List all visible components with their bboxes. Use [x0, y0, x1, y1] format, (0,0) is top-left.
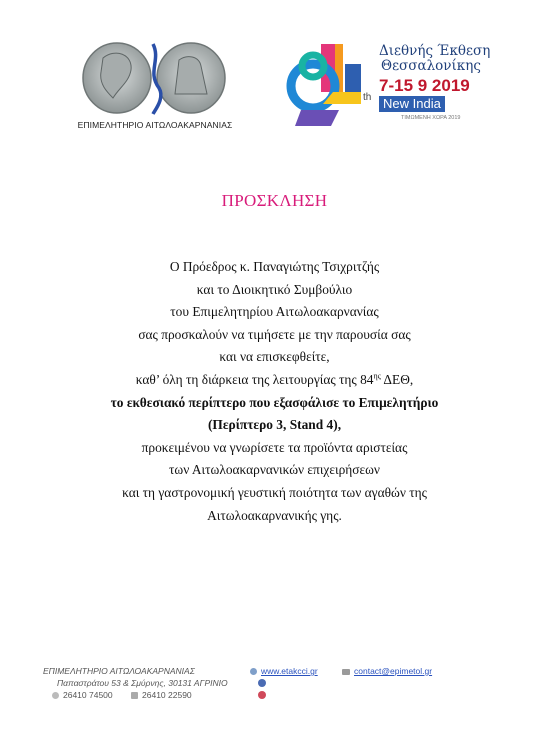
chamber-logo — [75, 40, 235, 135]
fair-84-mark-icon — [283, 40, 378, 135]
honored-country-caption: ΤΙΜΩΜΕΝΗ ΧΩΡΑ 2019 — [401, 115, 461, 121]
body-line: και να επισκεφθείτε, — [219, 349, 330, 365]
body-line-edition — [0, 369, 549, 392]
footer — [43, 666, 523, 726]
body-line: και το Διοικητικό Συμβούλιο — [196, 281, 353, 297]
footer-website — [250, 666, 318, 676]
body-line: του Επιμελητηρίου Αιτωλοακαρνανίας — [170, 304, 379, 320]
fax-icon — [131, 692, 138, 699]
website-link[interactable]: www.etakcci.gr — [261, 666, 318, 676]
email-link[interactable]: contact@epimetol.gr — [354, 666, 433, 676]
footer-phone — [52, 690, 121, 700]
fair-city: Θεσσαλονίκης — [381, 58, 481, 74]
body-line-text: καθ’ όλη τη διάρκεια της λειτουργίας της 84 — [135, 371, 374, 387]
mail-icon — [342, 669, 350, 675]
body-line: των Αιτωλοακαρνανικών επιχειρήσεων — [169, 462, 380, 478]
body-line: Ο Πρόεδρος κ. Παναγιώτης Τσιχριτζής — [169, 259, 380, 274]
footer-fax — [131, 690, 200, 700]
youtube-icon[interactable] — [258, 691, 266, 699]
globe-icon — [250, 668, 257, 675]
fair-dates: 7-15 9 2019 — [379, 76, 470, 95]
fair-logo-text — [379, 44, 519, 121]
body-line: Αιτωλοακαρνανικής γης. — [207, 507, 342, 523]
footer-email — [342, 666, 432, 676]
footer-phones — [52, 690, 208, 700]
svg-text:th: th — [363, 92, 372, 103]
body-line: προκειμένου να γνωρίσετε τα προϊόντα αριστείας — [141, 439, 408, 455]
body-line: και τη γαστρονομική γευστική ποιότητα των αγαθών της — [122, 484, 427, 500]
footer-address: Παπαστράτου 53 & Σμύρνης, 30131 ΑΓΡΙΝΙΟ — [57, 678, 228, 688]
ordinal-suffix: ης — [373, 371, 381, 381]
body-line-stand: (Περίπτερο 3, Stand 4), — [207, 417, 342, 433]
body-line-pavilion: το εκθεσιακό περίπτερο που εξασφάλισε το Επιμελητήριο — [110, 394, 439, 410]
facebook-icon[interactable] — [258, 679, 266, 687]
fair-title: Διεθνής Έκθεση — [379, 43, 491, 59]
chamber-logo-caption: ΕΠΙΜΕΛΗΤΗΡΙΟ ΑΙΤΩΛΟΑΚΑΡΝΑΝΙΑΣ — [77, 120, 233, 130]
phone-icon — [52, 692, 59, 699]
coin-relief-icon — [75, 40, 235, 116]
body-line-text: ΔΕΘ, — [380, 371, 414, 387]
fair-logo — [283, 40, 523, 135]
phone-number: 26410 74500 — [63, 690, 113, 700]
honored-country-badge: New India — [379, 96, 445, 112]
invitation-title: ΠΡΟΣΚΛΗΣΗ — [221, 191, 328, 210]
footer-organization: ΕΠΙΜΕΛΗΤΗΡΙΟ ΑΙΤΩΛΟΑΚΑΡΝΑΝΙΑΣ — [43, 666, 195, 676]
fax-number: 26410 22590 — [142, 690, 192, 700]
invitation-body — [0, 256, 549, 527]
body-line: σας προσκαλούν να τιμήσετε με την παρουσία σας — [138, 326, 411, 342]
